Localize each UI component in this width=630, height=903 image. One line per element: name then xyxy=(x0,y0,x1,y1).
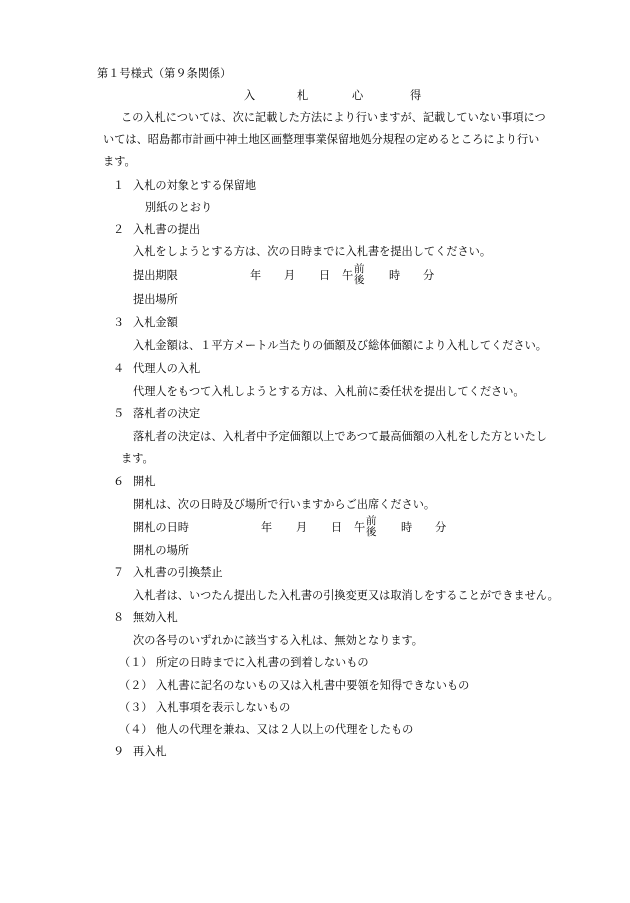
day-unit: 日 xyxy=(331,521,343,534)
section-number: ５ xyxy=(113,407,125,420)
section-title: 落札者の決定 xyxy=(133,407,201,420)
section-body: 落札者の決定は、入札者中予定価額以上であつて最高価額の入札をした方といたし xyxy=(133,430,547,443)
day-unit: 日 xyxy=(319,269,331,282)
opening-datetime-row xyxy=(133,515,463,544)
section-title: 代理人の入札 xyxy=(133,362,201,375)
section-title: 入札の対象とする保留地 xyxy=(133,179,257,192)
section-number: ７ xyxy=(113,566,125,579)
form-label: 第１号様式（第９条関係） xyxy=(97,67,232,80)
section-body: 入札をしようとする方は、次の日時までに入札書を提出してください。 xyxy=(133,245,492,258)
place-label: 開札の場所 xyxy=(133,544,189,557)
section-body: 代理人をもつて入札しようとする方は、入札前に委任状を提出してください。 xyxy=(133,385,525,398)
section-title: 開札 xyxy=(133,475,156,488)
month-unit: 月 xyxy=(284,269,296,282)
list-item: 入札書に記名のないもの又は入札書中要領を知得できないもの xyxy=(156,679,470,692)
minute-unit: 分 xyxy=(435,521,447,534)
section-title: 入札書の提出 xyxy=(133,223,201,236)
am-unit: 前 xyxy=(354,263,365,275)
list-item-mark: （３） xyxy=(119,701,153,714)
noon-unit: 午 xyxy=(342,269,354,282)
intro-line: この入札については、次に記載した方法により行いますが、記載していない事項につ xyxy=(121,111,546,124)
opening-datetime-label: 開札の日時 xyxy=(133,521,189,534)
section-title: 再入札 xyxy=(133,745,167,758)
section-number: ８ xyxy=(113,611,125,624)
list-item-mark: （２） xyxy=(119,679,153,692)
section-title: 入札金額 xyxy=(133,316,178,329)
section-body: ます。 xyxy=(121,452,154,465)
section-body: 入札者は、いつたん提出した入札書の引換変更又は取消しをすることができません。 xyxy=(133,589,559,602)
am-pm-stack xyxy=(354,264,365,286)
list-item-mark: （１） xyxy=(119,656,153,669)
section-number: ２ xyxy=(113,223,125,236)
year-unit: 年 xyxy=(261,521,273,534)
noon-unit: 午 xyxy=(354,521,366,534)
minute-unit: 分 xyxy=(423,269,435,282)
section-body: 次の各号のいずれかに該当する入札は、無効となります。 xyxy=(133,634,423,647)
list-item: 所定の日時までに入札書の到着しないもの xyxy=(156,656,369,669)
list-item: 他人の代理を兼ね、又は２人以上の代理をしたもの xyxy=(156,723,414,736)
pm-unit: 後 xyxy=(366,526,377,538)
list-item: 入札事項を表示しないもの xyxy=(156,701,291,714)
section-body: 開札は、次の日時及び場所で行いますからご出席ください。 xyxy=(133,498,436,511)
section-body: 別紙のとおり xyxy=(145,201,213,214)
intro-line: ます。 xyxy=(103,155,136,168)
list-item-mark: （４） xyxy=(119,723,153,736)
hour-unit: 時 xyxy=(401,521,413,534)
deadline-row xyxy=(133,263,463,292)
section-number: １ xyxy=(113,179,125,192)
pm-unit: 後 xyxy=(354,274,365,286)
section-number: ４ xyxy=(113,362,125,375)
deadline-label: 提出期限 xyxy=(133,269,178,282)
hour-unit: 時 xyxy=(389,269,401,282)
year-unit: 年 xyxy=(250,269,262,282)
section-body: 入札金額は、１平方メートル当たりの価額及び総体価額により入札してください。 xyxy=(133,339,547,352)
section-number: ６ xyxy=(113,475,125,488)
section-number: ３ xyxy=(113,316,125,329)
section-title: 入札書の引換禁止 xyxy=(133,566,223,579)
title-char: 入 xyxy=(244,89,256,102)
section-number: ９ xyxy=(113,745,125,758)
document-title xyxy=(0,90,630,104)
title-char: 心 xyxy=(352,89,364,102)
am-unit: 前 xyxy=(366,515,377,527)
am-pm-stack xyxy=(366,516,377,538)
intro-line: いては、昭島都市計画中神土地区画整理事業保留地処分規程の定めるところにより行い xyxy=(103,133,540,146)
title-char: 得 xyxy=(410,89,422,102)
place-label: 提出場所 xyxy=(133,293,178,306)
month-unit: 月 xyxy=(296,521,308,534)
title-char: 札 xyxy=(297,89,309,102)
section-title: 無効入札 xyxy=(133,611,178,624)
